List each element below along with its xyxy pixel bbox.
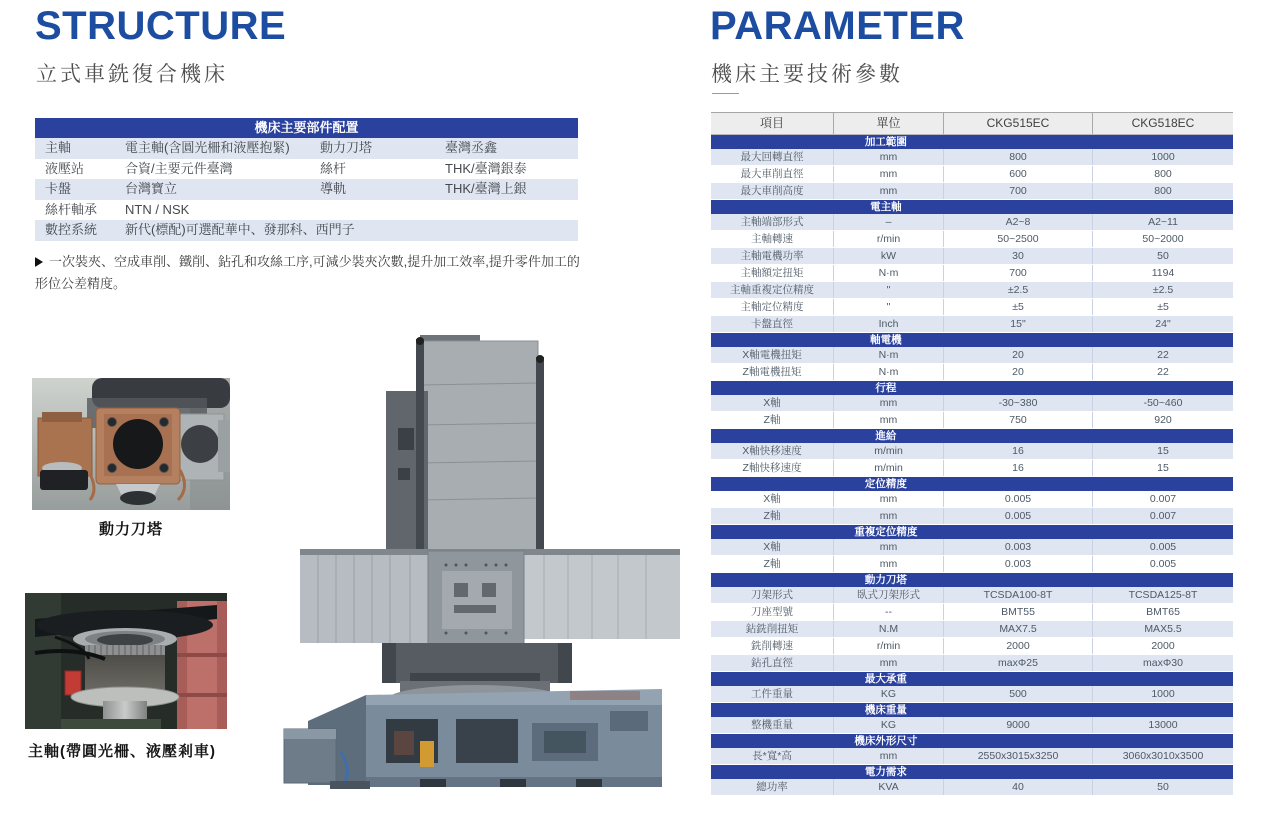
column-header: 項目	[759, 116, 784, 130]
parameter-row	[711, 149, 1233, 166]
parameter-row	[711, 587, 1233, 604]
parameter-row	[711, 508, 1233, 525]
component-label-cell: 動力刀塔	[320, 140, 373, 155]
section-band	[711, 381, 1233, 395]
section-band-label: 軸電機	[870, 334, 902, 346]
parameter-value-ckg515ec-cell: 20	[943, 347, 1092, 363]
parameter-item-cell: 主軸重複定位精度	[730, 284, 814, 296]
parameter-unit-cell: mm	[833, 395, 943, 411]
section-band-label: 電力需求	[864, 766, 907, 778]
parameter-item-cell: 長*寬*高	[752, 750, 792, 762]
parameter-value-ckg518ec-cell: ±5	[1092, 299, 1233, 315]
parameter-value-ckg518ec-cell: A2~11	[1092, 214, 1233, 230]
parameter-value-ckg518ec-cell: 50~2000	[1092, 231, 1233, 247]
parameter-value-ckg515ec-cell: A2~8	[943, 214, 1092, 230]
parameter-value-ckg518ec-cell: 0.005	[1092, 539, 1233, 555]
parameter-value-ckg518ec-cell: 22	[1092, 347, 1233, 363]
parameter-value-ckg518ec-cell: 2000	[1092, 638, 1233, 654]
parameter-value-ckg518ec-cell: 3060x3010x3500	[1092, 748, 1233, 764]
parameter-value-ckg518ec-cell: 15	[1092, 460, 1233, 476]
section-band-label: 重複定位精度	[854, 526, 918, 538]
section-band-label: 加工範圍	[864, 136, 907, 148]
section-band	[711, 734, 1233, 748]
components-table-header: 機床主要部件配置	[35, 118, 578, 138]
component-value-cell: 合資/主要元件臺灣	[125, 160, 233, 176]
parameter-row	[711, 183, 1233, 200]
parameter-item-cell: Z軸電機扭矩	[742, 366, 802, 378]
component-label-cell: 數控系統	[45, 222, 98, 237]
parameter-row	[711, 638, 1233, 655]
parameter-value-ckg515ec-cell: 0.005	[943, 508, 1092, 524]
parameter-value-ckg515ec-cell: 2550x3015x3250	[943, 748, 1092, 764]
parameter-value-ckg515ec-cell: 16	[943, 443, 1092, 459]
parameter-unit-cell: "	[833, 282, 943, 298]
component-value-cell: 臺灣丞鑫	[445, 140, 498, 155]
parameter-value-ckg518ec-cell: 920	[1092, 412, 1233, 428]
parameter-row	[711, 604, 1233, 621]
parameter-item-cell: X軸	[763, 493, 781, 505]
parameter-value-ckg515ec-cell: maxΦ25	[943, 655, 1092, 671]
parameter-unit-cell: mm	[833, 412, 943, 428]
component-label-cell: 絲杆軸承	[45, 201, 98, 217]
component-value-cell: 新代(標配)可選配華中、發那科、西門子	[125, 222, 355, 237]
component-label-cell: 液壓站	[45, 160, 85, 176]
parameter-row	[711, 265, 1233, 282]
section-band	[711, 333, 1233, 347]
parameter-title: PARAMETER	[710, 4, 965, 48]
column-header: CKG515EC	[943, 113, 1092, 134]
parameter-unit-cell: m/min	[833, 443, 943, 459]
parameter-item-cell: 整機重量	[751, 719, 793, 731]
parameter-unit-cell: N·m	[833, 265, 943, 281]
feature-note-text: 一次裝夾、空成車削、鐵削、鉆孔和攻絲工序,可減少裝夾次數,提升加工效率,提升零件加工的形位公差精度。	[35, 254, 580, 291]
parameter-item-cell: X軸電機扭矩	[742, 349, 802, 361]
parameter-unit-cell: kW	[833, 248, 943, 264]
parameter-value-ckg515ec-cell: 800	[943, 149, 1092, 165]
components-row	[35, 220, 578, 241]
parameter-unit-cell: r/min	[833, 231, 943, 247]
power-turret-photo	[32, 378, 230, 510]
parameter-value-ckg515ec-cell: 0.003	[943, 539, 1092, 555]
parameter-value-ckg515ec-cell: -30~380	[943, 395, 1092, 411]
parameter-item-cell: 總功率	[756, 781, 788, 793]
components-row	[35, 200, 578, 221]
parameter-item-cell: 最大車削高度	[740, 185, 804, 197]
section-band	[711, 200, 1233, 214]
parameter-value-ckg518ec-cell: 800	[1092, 183, 1233, 199]
parameter-value-ckg518ec-cell: 0.007	[1092, 508, 1233, 524]
parameter-row	[711, 395, 1233, 412]
component-value-cell: 電主軸(含圓光柵和液壓抱緊)	[125, 140, 290, 155]
parameter-item-cell: 鉆銑削扭矩	[745, 623, 799, 635]
parameter-item-cell: 主軸額定扭矩	[740, 267, 804, 279]
parameter-item-cell: 鉆孔直徑	[751, 657, 793, 669]
parameter-item-cell: Z軸快移速度	[742, 462, 802, 474]
section-band-label: 定位精度	[864, 478, 907, 490]
component-label-cell: 主軸	[45, 140, 72, 155]
parameter-value-ckg518ec-cell: ±2.5	[1092, 282, 1233, 298]
parameter-item-cell: Z軸	[763, 414, 781, 426]
column-header: CKG518EC	[1092, 113, 1233, 134]
section-band	[711, 429, 1233, 443]
component-label-cell: 絲杆	[320, 160, 347, 176]
parameter-value-ckg518ec-cell: 1000	[1092, 686, 1233, 702]
parameter-unit-cell: m/min	[833, 460, 943, 476]
section-band	[711, 765, 1233, 779]
parameter-value-ckg515ec-cell: ±5	[943, 299, 1092, 315]
parameter-value-ckg518ec-cell: 24"	[1092, 316, 1233, 332]
parameter-value-ckg515ec-cell: 9000	[943, 717, 1092, 733]
parameter-unit-cell: r/min	[833, 638, 943, 654]
parameter-unit-cell: mm	[833, 149, 943, 165]
parameter-row	[711, 316, 1233, 333]
parameter-row	[711, 214, 1233, 231]
parameter-value-ckg515ec-cell: 0.005	[943, 491, 1092, 507]
section-band-label: 電主軸	[870, 201, 902, 213]
component-value-cell: THK/臺灣上銀	[445, 181, 527, 196]
section-band-label: 進給	[875, 430, 897, 442]
parameter-item-cell: 最大車削直徑	[740, 168, 804, 180]
parameter-unit-cell: Inch	[833, 316, 943, 332]
section-band-label: 最大承重	[864, 673, 907, 685]
parameter-value-ckg518ec-cell: -50~460	[1092, 395, 1233, 411]
parameter-row	[711, 621, 1233, 638]
section-band-label: 機床外形尺寸	[854, 735, 918, 747]
parameter-value-ckg515ec-cell: 0.003	[943, 556, 1092, 572]
machine-photo	[270, 333, 682, 791]
parameter-value-ckg515ec-cell: 40	[943, 779, 1092, 795]
parameter-value-ckg515ec-cell: 750	[943, 412, 1092, 428]
parameter-value-ckg518ec-cell: 22	[1092, 364, 1233, 380]
section-band-label: 行程	[875, 382, 897, 394]
section-band	[711, 703, 1233, 717]
column-header: 單位	[833, 113, 943, 134]
structure-subtitle: 立式車銑復合機床	[36, 63, 228, 86]
component-label-cell: 導軌	[320, 181, 347, 196]
parameter-row	[711, 748, 1233, 765]
parameter-table-header-row	[711, 112, 1233, 135]
parameter-item-cell: 工件重量	[751, 688, 793, 700]
parameter-value-ckg518ec-cell: 800	[1092, 166, 1233, 182]
parameter-unit-cell: "	[833, 299, 943, 315]
parameter-row	[711, 364, 1233, 381]
parameter-value-ckg515ec-cell: MAX7.5	[943, 621, 1092, 637]
parameter-unit-cell: mm	[833, 491, 943, 507]
parameter-row	[711, 779, 1233, 796]
component-value-cell: THK/臺灣銀泰	[445, 160, 527, 176]
parameter-row	[711, 717, 1233, 734]
power-turret-caption: 動力刀塔	[98, 521, 163, 538]
parameter-subtitle: 機床主要技術參數	[711, 63, 903, 86]
parameter-value-ckg518ec-cell: MAX5.5	[1092, 621, 1233, 637]
section-band	[711, 525, 1233, 539]
component-value-cell: NTN / NSK	[125, 201, 190, 217]
parameter-unit-cell: mm	[833, 539, 943, 555]
parameter-value-ckg515ec-cell: 700	[943, 265, 1092, 281]
spindle-photo	[25, 593, 227, 729]
parameter-row	[711, 443, 1233, 460]
parameter-row	[711, 460, 1233, 477]
parameter-unit-cell: N·m	[833, 347, 943, 363]
parameter-value-ckg515ec-cell: 30	[943, 248, 1092, 264]
parameter-item-cell: 主軸電機功率	[740, 250, 804, 262]
component-label-cell: 卡盤	[45, 181, 72, 196]
feature-note	[35, 251, 585, 295]
parameter-row	[711, 347, 1233, 364]
parameter-value-ckg515ec-cell: ±2.5	[943, 282, 1092, 298]
parameter-row	[711, 655, 1233, 672]
parameter-item-cell: Z軸	[763, 510, 781, 522]
section-band-label: 動力刀塔	[864, 574, 907, 586]
components-table	[35, 118, 578, 241]
components-row	[35, 179, 578, 200]
parameter-value-ckg518ec-cell: 15	[1092, 443, 1233, 459]
parameter-row	[711, 282, 1233, 299]
parameter-item-cell: 卡盤直徑	[751, 318, 793, 330]
parameter-value-ckg515ec-cell: BMT55	[943, 604, 1092, 620]
parameter-value-ckg515ec-cell: 15"	[943, 316, 1092, 332]
parameter-table	[711, 112, 1233, 796]
parameter-item-cell: X軸快移速度	[742, 445, 802, 457]
parameter-unit-cell: mm	[833, 508, 943, 524]
parameter-unit-cell: mm	[833, 655, 943, 671]
parameter-item-cell: 最大回轉直徑	[740, 151, 804, 163]
section-band	[711, 135, 1233, 149]
parameter-table-body	[711, 135, 1233, 796]
parameter-unit-cell: mm	[833, 748, 943, 764]
parameter-row	[711, 299, 1233, 316]
section-band	[711, 672, 1233, 686]
parameter-value-ckg518ec-cell: BMT65	[1092, 604, 1233, 620]
parameter-unit-cell: 臥式刀架形式	[833, 587, 943, 603]
parameter-unit-cell: mm	[833, 166, 943, 182]
parameter-value-ckg518ec-cell: 50	[1092, 248, 1233, 264]
parameter-row	[711, 231, 1233, 248]
parameter-item-cell: 刀座型號	[751, 606, 793, 618]
parameter-value-ckg518ec-cell: maxΦ30	[1092, 655, 1233, 671]
parameter-value-ckg518ec-cell: 50	[1092, 779, 1233, 795]
section-band	[711, 573, 1233, 587]
parameter-unit-cell: mm	[833, 556, 943, 572]
parameter-value-ckg515ec-cell: 600	[943, 166, 1092, 182]
parameter-unit-cell: N·m	[833, 364, 943, 380]
components-row	[35, 138, 578, 159]
parameter-value-ckg515ec-cell: TCSDA100-8T	[943, 587, 1092, 603]
section-band-label: 機床重量	[864, 704, 907, 716]
parameter-item-cell: 銑削轉速	[751, 640, 793, 652]
subtitle-divider	[712, 93, 739, 94]
parameter-value-ckg518ec-cell: TCSDA125-8T	[1092, 587, 1233, 603]
parameter-value-ckg518ec-cell: 0.007	[1092, 491, 1233, 507]
parameter-value-ckg515ec-cell: 2000	[943, 638, 1092, 654]
parameter-value-ckg515ec-cell: 700	[943, 183, 1092, 199]
parameter-value-ckg518ec-cell: 1194	[1092, 265, 1233, 281]
parameter-item-cell: 主軸定位精度	[740, 301, 804, 313]
parameter-unit-cell: KG	[833, 717, 943, 733]
parameter-unit-cell: KVA	[833, 779, 943, 795]
parameter-unit-cell: N.M	[833, 621, 943, 637]
parameter-item-cell: 刀架形式	[751, 589, 793, 601]
structure-title: STRUCTURE	[35, 4, 287, 48]
parameter-row	[711, 491, 1233, 508]
parameter-value-ckg515ec-cell: 500	[943, 686, 1092, 702]
parameter-item-cell: Z軸	[763, 558, 781, 570]
parameter-unit-cell: KG	[833, 686, 943, 702]
parameter-unit-cell: --	[833, 604, 943, 620]
parameter-item-cell: 主軸轉速	[751, 233, 793, 245]
section-band	[711, 477, 1233, 491]
parameter-value-ckg515ec-cell: 50~2500	[943, 231, 1092, 247]
parameter-row	[711, 556, 1233, 573]
parameter-value-ckg518ec-cell: 0.005	[1092, 556, 1233, 572]
component-value-cell: 台灣寶立	[125, 181, 178, 196]
parameter-value-ckg515ec-cell: 20	[943, 364, 1092, 380]
parameter-item-cell: X軸	[763, 397, 781, 409]
parameter-value-ckg518ec-cell: 13000	[1092, 717, 1233, 733]
parameter-row	[711, 166, 1233, 183]
parameter-value-ckg518ec-cell: 1000	[1092, 149, 1233, 165]
parameter-value-ckg515ec-cell: 16	[943, 460, 1092, 476]
components-table-body	[35, 138, 578, 241]
bullet-arrow-icon	[35, 257, 43, 267]
parameter-item-cell: X軸	[763, 541, 781, 553]
parameter-row	[711, 248, 1233, 265]
spindle-caption: 主軸(帶圓光柵、液壓剎車)	[28, 743, 216, 760]
components-row	[35, 159, 578, 180]
parameter-unit-cell: –	[833, 214, 943, 230]
parameter-row	[711, 539, 1233, 556]
parameter-row	[711, 412, 1233, 429]
parameter-row	[711, 686, 1233, 703]
parameter-item-cell: 主軸端部形式	[740, 216, 804, 228]
parameter-unit-cell: mm	[833, 183, 943, 199]
